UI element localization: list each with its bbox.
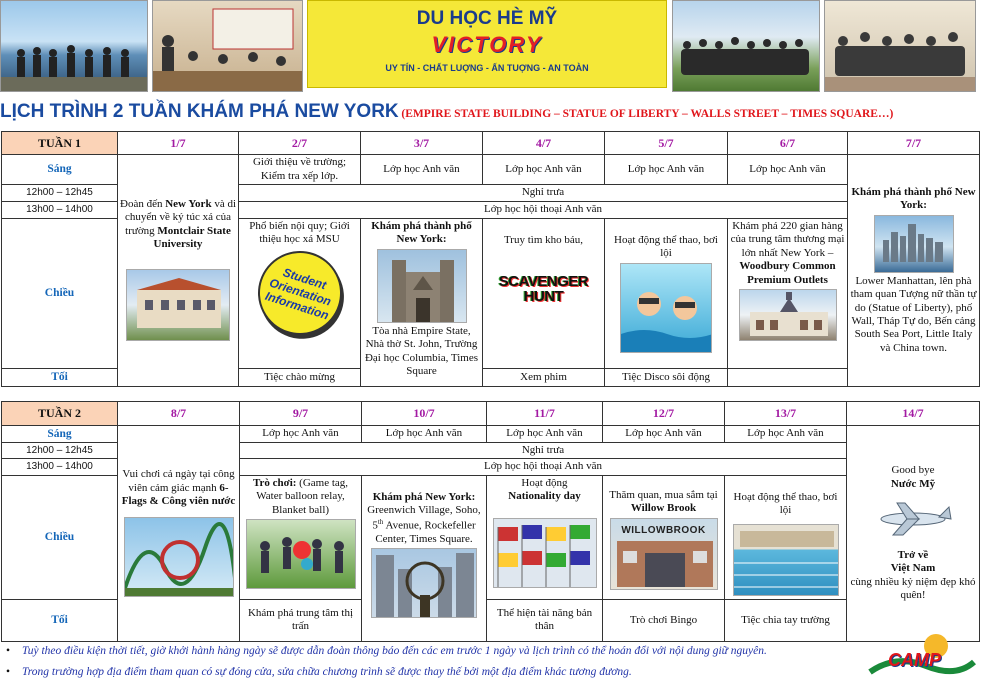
week1-day4-morning: Lớp học Anh văn (483, 155, 605, 185)
day12-text (605, 489, 722, 516)
day6-text-a: Khám phá 220 gian hàng của trung tâm thương mại lớn nhất New York – (730, 220, 845, 259)
day10-text-b: Greenwich Village, Soho, 5 (367, 504, 481, 532)
week1-table (1, 131, 980, 387)
week2-day-14: 14/7 (847, 402, 980, 426)
world-flags-photo (493, 518, 597, 588)
manhattan-skyline-photo (874, 215, 954, 273)
week1-day2-afternoon (239, 219, 361, 369)
week2-day-12: 12/7 (603, 402, 725, 426)
logo-line2: VICTORY (431, 32, 543, 57)
week2-day8-cell (118, 426, 240, 642)
week2-day13-afternoon (725, 475, 847, 599)
camp-logo-text: CAMP (888, 650, 941, 670)
day14-text-a: Good bye (891, 464, 935, 477)
day13-text: Hoạt động thể thao, bơi lội (733, 490, 838, 517)
week1-day6-evening (728, 369, 848, 387)
week2-slot-talk: 13h00 – 14h00 (2, 459, 118, 475)
header-photo-classroom (152, 0, 303, 92)
week1-label: TUẦN 1 (2, 132, 118, 155)
week2-day12-morning: Lớp học Anh văn (603, 426, 725, 443)
day10-text-c: Avenue, Rockefeller Center, Times Square. (375, 519, 476, 545)
day11-text-a: Hoạt động (521, 476, 568, 489)
week2-day-13: 13/7 (725, 402, 847, 426)
week2-slot-morning: Sáng (2, 426, 118, 443)
rockefeller-atlas-photo (371, 548, 477, 618)
week2-day11-morning: Lớp học Anh văn (487, 426, 603, 443)
day3-heading: Khám phá thành phố New York: (371, 220, 472, 246)
day11-text-b: Nationality day (508, 490, 581, 503)
week1-slot-talk: 13h00 – 14h00 (2, 202, 118, 219)
week1-day-5: 5/7 (605, 132, 728, 155)
day12-text-b: Willow Brook (630, 502, 697, 515)
day10-text-sup: th (377, 517, 384, 526)
week2-day11-evening: Thể hiện tài năng bản thân (487, 599, 603, 641)
week1-day2-morning: Giới thiệu về trường; Kiểm tra xếp lớp. (239, 155, 361, 185)
scavenger-hunt-graphic (496, 257, 592, 321)
day8-text-a: Vui chơi cả ngày tại công viên cảm giác mạnh (122, 468, 235, 494)
week1-day6-afternoon (728, 219, 848, 369)
st-john-cathedral-photo (377, 249, 467, 323)
logo-line3: UY TÍN - CHẤT LUỢNG - ẤN TUỢNG - AN TOÀN (385, 63, 589, 73)
day10-text-a: Khám phá New York: (372, 490, 476, 503)
day10-text (364, 491, 484, 546)
week2-day-11: 11/7 (487, 402, 603, 426)
week2-day10-morning: Lớp học Anh văn (362, 426, 487, 443)
scavenger-hunt-text: SCAVENGER HUNT (498, 272, 589, 306)
day12-text-a: Thăm quan, mua sắm tại (609, 488, 718, 501)
week1-day-1: 1/7 (118, 132, 239, 155)
week1-day3-morning: Lớp học Anh văn (361, 155, 483, 185)
six-flags-coaster-photo (124, 517, 234, 597)
week2-day14-cell (847, 426, 980, 642)
arrival-text-a: Đoàn đến (120, 197, 166, 210)
week2-day-10: 10/7 (362, 402, 487, 426)
willowbrook-sign: WILLOWBROOK (621, 524, 706, 536)
arrival-text-b: New York (165, 197, 212, 210)
week2-conversation-class: Lớp học hội thoại Anh văn (240, 459, 847, 475)
week2-table (1, 401, 980, 642)
title-main: LỊCH TRÌNH 2 TUẦN KHÁM PHÁ NEW YORK (0, 101, 399, 122)
orientation-badge (247, 240, 353, 346)
week2-lunch: Nghỉ trưa (240, 443, 847, 459)
week1-lunch: Nghỉ trưa (239, 185, 848, 202)
footnotes (22, 641, 892, 683)
logo-line1: DU HỌC HÈ MỸ (416, 8, 558, 29)
day14-text-b: Nước Mỹ (890, 477, 936, 490)
day9-text (242, 477, 359, 517)
week2-day9-morning: Lớp học Anh văn (240, 426, 362, 443)
footnote-closure: • Trong trường hợp địa điểm tham quan có sự đóng cửa, sửa chữa chương trình sẽ được thay thế bởi một địa điểm khác tương đương. (22, 662, 892, 683)
header-photo-students-pier (0, 0, 148, 92)
week1-day6-morning: Lớp học Anh văn (728, 155, 848, 185)
footnote-weather: • Tuỳ theo điều kiện thời tiết, giờ khởi hành hàng ngày sẽ được dẫn đoàn thông báo đến các em trước 1 ngày và lịch trình có thể hoán đổi với nội dung giữ nguyên. (22, 641, 892, 662)
week1-day3-afternoon (361, 219, 483, 387)
header-photo-group-grass (672, 0, 820, 92)
week1-day-3: 3/7 (361, 132, 483, 155)
day8-text-b: 6-Flags & Công viên nước (121, 481, 236, 508)
willowbrook-mall-photo (610, 518, 718, 590)
week2-slot-evening: Tối (2, 599, 118, 641)
swimming-kids-graphic (620, 263, 712, 353)
schedule-title (0, 101, 987, 123)
week1-day4-afternoon (483, 219, 605, 369)
victory-logo (307, 0, 667, 88)
week1-day4-evening: Xem phim (483, 369, 605, 387)
week1-day7-cell (848, 155, 980, 387)
week2-day9-afternoon (240, 475, 362, 599)
airplane-graphic (873, 499, 953, 539)
week2-day11-afternoon (487, 475, 603, 599)
week2-day13-evening: Tiệc chia tay trường (725, 599, 847, 641)
week1-conversation-class: Lớp học hội thoại Anh văn (239, 202, 848, 219)
day9-text-b: (Game tag, Water balloon relay, Blanket ball) (256, 476, 349, 516)
week1-day-4: 4/7 (483, 132, 605, 155)
week1-day5-morning: Lớp học Anh văn (605, 155, 728, 185)
arrival-text-c: và di chuyển về ký túc xá của trường (125, 197, 237, 237)
week2-day9-evening: Khám phá trung tâm thị trấn (240, 599, 362, 641)
week1-day-2: 2/7 (239, 132, 361, 155)
woodbury-outlets-photo (739, 289, 837, 341)
header-photo-students-indoor (824, 0, 976, 92)
week1-slot-afternoon: Chiều (2, 219, 118, 369)
week1-slot-lunch: 12h00 – 12h45 (2, 185, 118, 202)
day6-afternoon-text (730, 220, 845, 287)
day5-afternoon-text: Hoạt động thể thao, bơi lội (614, 234, 718, 260)
day14-text-c: Trở về (897, 549, 929, 561)
week1-day5-evening: Tiệc Disco sôi động (605, 369, 728, 387)
week1-day2-evening: Tiệc chào mừng (239, 369, 361, 387)
week1-day-7: 7/7 (848, 132, 980, 155)
day2-afternoon-text: Phổ biến nội quy; Giới thiệu học xá MSU (249, 220, 350, 246)
day14-text-d: Việt Nam (890, 562, 936, 575)
week2-day12-evening: Trò chơi Bingo (603, 599, 725, 641)
day7-description: Lower Manhattan, lên phà tham quan Tượng nữ thần tự do (Statue of Liberty), phố Wall, Tháp Tự do, Bến cảng South Sea Port, Little Italy và China town. (850, 274, 977, 354)
week2-day13-morning: Lớp học Anh văn (725, 426, 847, 443)
outdoor-games-photo (246, 519, 356, 589)
week2-day10-afternoon (362, 475, 487, 641)
day9-text-a: Trò chơi: (252, 476, 297, 489)
week2-day-8: 8/7 (118, 402, 240, 426)
week1-day5-afternoon (605, 219, 728, 369)
day6-text-b: Woodbury Common Premium Outlets (739, 260, 836, 286)
orientation-text: Student Orientation Information (262, 265, 333, 323)
day3-description: Tòa nhà Empire State, Nhà thờ St. John, Trường Đại học Columbia, Times Square (364, 324, 479, 378)
week2-label: TUẦN 2 (2, 402, 118, 426)
day7-heading: Khám phá thành phố New York: (851, 185, 976, 212)
week2-day-9: 9/7 (240, 402, 362, 426)
montclair-university-photo (126, 269, 230, 341)
week1-day1-arrival (118, 155, 239, 387)
week2-slot-lunch: 12h00 – 12h45 (2, 443, 118, 459)
week1-slot-evening: Tối (2, 369, 118, 387)
day4-afternoon-text: Truy tìm kho báu, (503, 234, 584, 246)
swimming-pool-photo (733, 524, 839, 596)
week2-slot-afternoon: Chiều (2, 475, 118, 599)
arrival-text-d: Montclair State University (153, 224, 231, 250)
week2-day12-afternoon (603, 475, 725, 599)
title-subtitle: (EMPIRE STATE BUILDING – STATUE OF LIBERTY – WALLS STREET – TIMES SQUARE…) (401, 108, 894, 120)
day8-text (120, 468, 237, 508)
day14-text-e: cùng nhiều kỷ niệm đẹp khó quên! (850, 575, 976, 602)
camp-logo (866, 632, 978, 684)
week1-day-6: 6/7 (728, 132, 848, 155)
week1-slot-morning: Sáng (2, 155, 118, 185)
